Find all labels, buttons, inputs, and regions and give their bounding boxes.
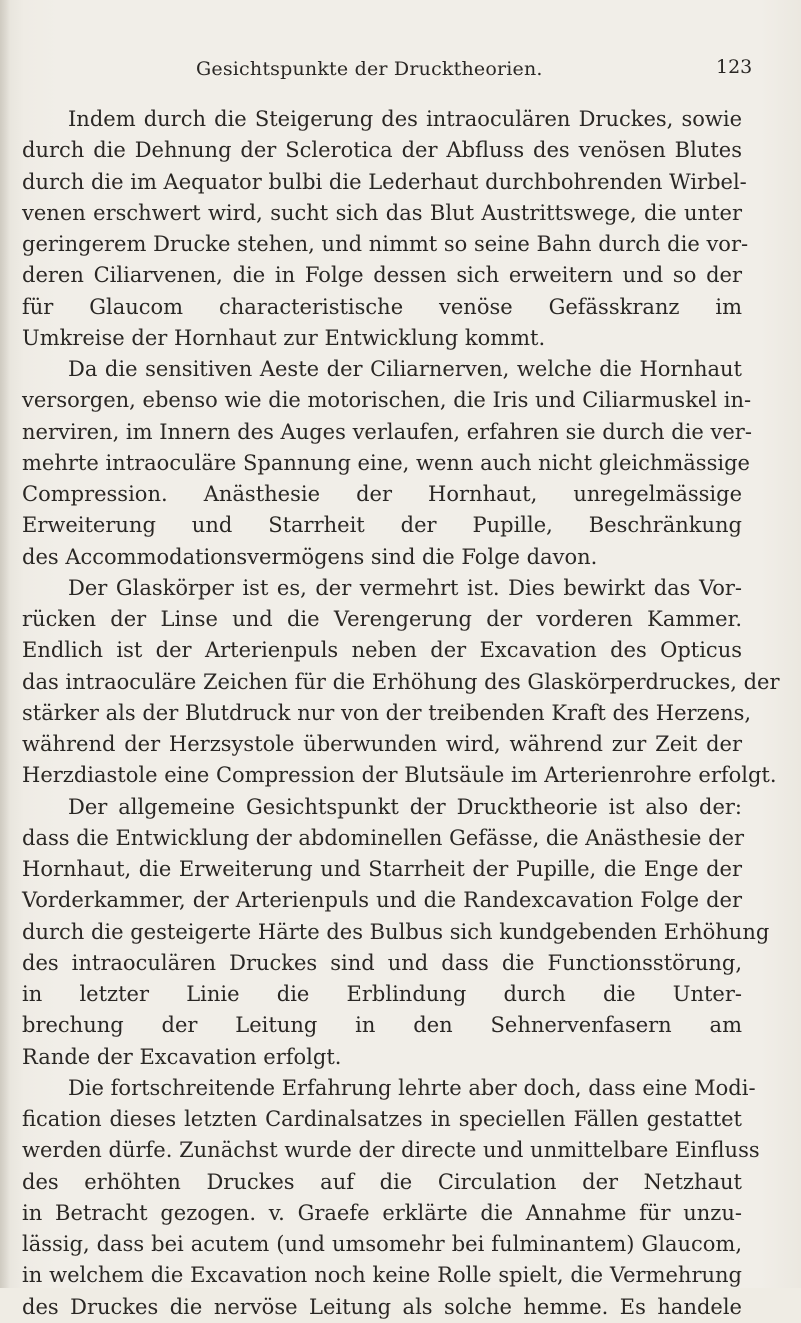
text-line: Die fortschreitende Erfahrung lehrte aber doch, dass eine Modi- [68,1075,756,1100]
text-line: versorgen, ebenso wie die motorischen, die Iris und Ciliarmuskel in- [22,388,752,413]
text-line: Rande der Excavation erfolgt. [22,1044,342,1069]
text-line: lässig, dass bei acutem (und umsomehr bei fulminantem) Glaucom, [22,1232,742,1256]
text-line: Vorderkammer, der Arterienpuls und die Randexcavation Folge der [22,888,742,913]
text-line: durch die gesteigerte Härte des Bulbus sich kundgebenden Erhöhung [22,919,770,944]
text-line: stärker als der Blutdruck nur von der treibenden Kraft des Herzens, [22,700,752,725]
text-line: in Betracht gezogen. v. Graefe erklärte die Annahme für unzu- [22,1200,742,1225]
text-line: Indem durch die Steigerung des intraoculären Druckes, sowie [68,107,742,131]
text-line: Da die sensitiven Aeste der Ciliarnerven, welche die Hornhaut [68,357,742,381]
text-line: für Glaucom characteristische venöse Gefässkranz im [22,294,742,319]
text-line: durch die Dehnung der Sclerotica der Abfluss des venösen Blutes [22,138,742,163]
body-text [22,104,780,1323]
text-line: venen erschwert wird, sucht sich das Blut Austrittswege, die unter [22,200,742,225]
text-line: Der Glaskörper ist es, der vermehrt ist. Dies bewirkt das Vor- [68,575,742,600]
text-line: Herzdiastole eine Compression der Blutsäule im Arterienrohre erfolgt. [22,763,777,788]
text-line: des Accommodationsvermögens sind die Folge davon. [22,544,598,569]
text-line: durch die im Aequator bulbi die Lederhaut durchbohrenden Wirbel- [22,169,747,194]
text-line: mehrte intraoculäre Spannung eine, wenn auch nicht gleichmässige [22,450,750,475]
text-line: Compression. Anästhesie der Hornhaut, unregelmässige [22,482,742,506]
text-line: des Druckes die nervöse Leitung als solche hemme. Es handele [22,1294,742,1319]
text-line: Umkreise der Hornhaut zur Entwicklung kommt. [22,325,546,350]
text-line: werden dürfe. Zunächst wurde der directe und unmittelbare Einfluss [22,1138,760,1163]
text-line: des erhöhten Druckes auf die Circulation der Netzhaut [22,1169,742,1194]
text-line: brechung der Leitung in den Sehnervenfasern am [22,1013,742,1038]
text-line: Der allgemeine Gesichtspunkt der Drucktheorie ist also der: [68,794,742,819]
text-line: Endlich ist der Arterienpuls neben der Excavation des Opticus [22,638,742,663]
gutter-shadow [0,0,10,1288]
text-line: Erweiterung und Starrheit der Pupille, Beschränkung [22,513,742,538]
text-line: rücken der Linse und die Verengerung der vorderen Kammer. [22,607,742,631]
text-line: dass die Entwicklung der abdominellen Gefässe, die Anästhesie der [22,825,745,850]
text-line: deren Ciliarvenen, die in Folge dessen sich erweitern und so der [22,263,742,288]
page-number: 123 [716,56,753,78]
text-line: fication dieses letzten Cardinalsatzes in speciellen Fällen gestattet [22,1107,742,1131]
running-header: Gesichtspunkte der Drucktheorien. [196,58,543,80]
text-line: in welchem die Excavation noch keine Rolle spielt, die Vermehrung [22,1263,742,1288]
text-line: in letzter Linie die Erblindung durch die Unter- [22,982,742,1006]
text-line: geringerem Drucke stehen, und nimmt so seine Bahn durch die vor- [22,232,749,256]
text-line: Hornhaut, die Erweiterung und Starrheit der Pupille, die Enge der [22,857,742,881]
text-line: das intraoculäre Zeichen für die Erhöhung des Glaskörperdruckes, der [22,669,780,694]
text-line: des intraoculären Druckes sind und dass die Functionsstörung, [22,950,742,975]
text-line: während der Herzsystole überwunden wird, während zur Zeit der [22,732,742,756]
text-line: nerviren, im Innern des Auges verlaufen, erfahren sie durch die ver- [22,419,752,444]
